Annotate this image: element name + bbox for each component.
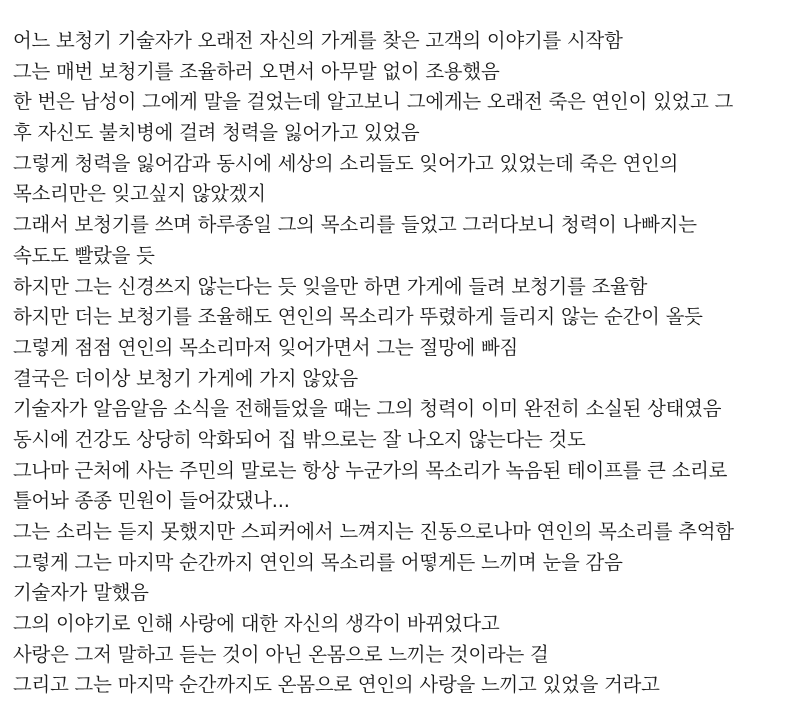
- text-line: 결국은 더이상 보청기 가게에 가지 않았음: [13, 366, 358, 390]
- text-line: 동시에 건강도 상당히 악화되어 집 밖으로는 잘 나오지 않는다는 것도: [13, 427, 586, 451]
- text-line: 사랑은 그저 말하고 듣는 것이 아닌 온몸으로 느끼는 것이라는 걸: [13, 642, 549, 666]
- text-line: 그래서 보청기를 쓰며 하루종일 그의 목소리를 들었고 그러다보니 청력이 나빠지는: [13, 213, 697, 237]
- text-line: 그의 이야기로 인해 사랑에 대한 자신의 생각이 바뀌었다고: [13, 612, 500, 636]
- text-line: 하지만 그는 신경쓰지 않는다는 듯 잊을만 하면 가게에 들려 보청기를 조율함: [13, 274, 648, 298]
- text-line: 그는 매번 보청기를 조율하러 오면서 아무말 없이 조용했음: [13, 59, 500, 83]
- text-line: 목소리만은 잊고싶지 않았겠지: [13, 182, 266, 206]
- text-line: 그렇게 그는 마지막 순간까지 연인의 목소리를 어떻게든 느끼며 눈을 감음: [13, 550, 623, 574]
- text-line: 후 자신도 불치병에 걸려 청력을 잃어가고 있었음: [13, 121, 420, 145]
- text-line: 어느 보청기 기술자가 오래전 자신의 가게를 찾은 고객의 이야기를 시작함: [13, 29, 623, 52]
- text-line: 그나마 근처에 사는 주민의 말로는 항상 누군가의 목소리가 녹음된 테이프를 큰 소리로: [13, 458, 728, 482]
- text-line: 그렇게 청력을 잃어감과 동시에 세상의 소리들도 잊어가고 있었는데 죽은 연인의: [13, 151, 679, 175]
- text-line: 속도도 빨랐을 듯: [13, 243, 155, 267]
- text-line: 그리고 그는 마지막 순간까지도 온몸으로 연인의 사랑을 느끼고 있었을 거라고: [13, 673, 660, 697]
- text-line: 그는 소리는 듣지 못했지만 스피커에서 느껴지는 진동으로나마 연인의 목소리를 추억함: [13, 520, 734, 543]
- text-line: 하지만 더는 보청기를 조율해도 연인의 목소리가 뚜렸하게 들리지 않는 순간이 올듯: [13, 305, 703, 329]
- text-line: 기술자가 알음알음 소식을 전해들었을 때는 그의 청력이 이미 완전히 소실된 상태였음: [13, 397, 722, 421]
- text-line: 한 번은 남성이 그에게 말을 걸었는데 알고보니 그에게는 오래전 죽은 연인이 있었고 그: [13, 90, 734, 114]
- text-line: 그렇게 점점 연인의 목소리마저 잊어가면서 그는 절망에 빠짐: [13, 335, 519, 359]
- text-line: 기술자가 말했음: [13, 581, 149, 605]
- text-line: 틀어놔 종종 민원이 들어갔댔나...: [13, 489, 290, 513]
